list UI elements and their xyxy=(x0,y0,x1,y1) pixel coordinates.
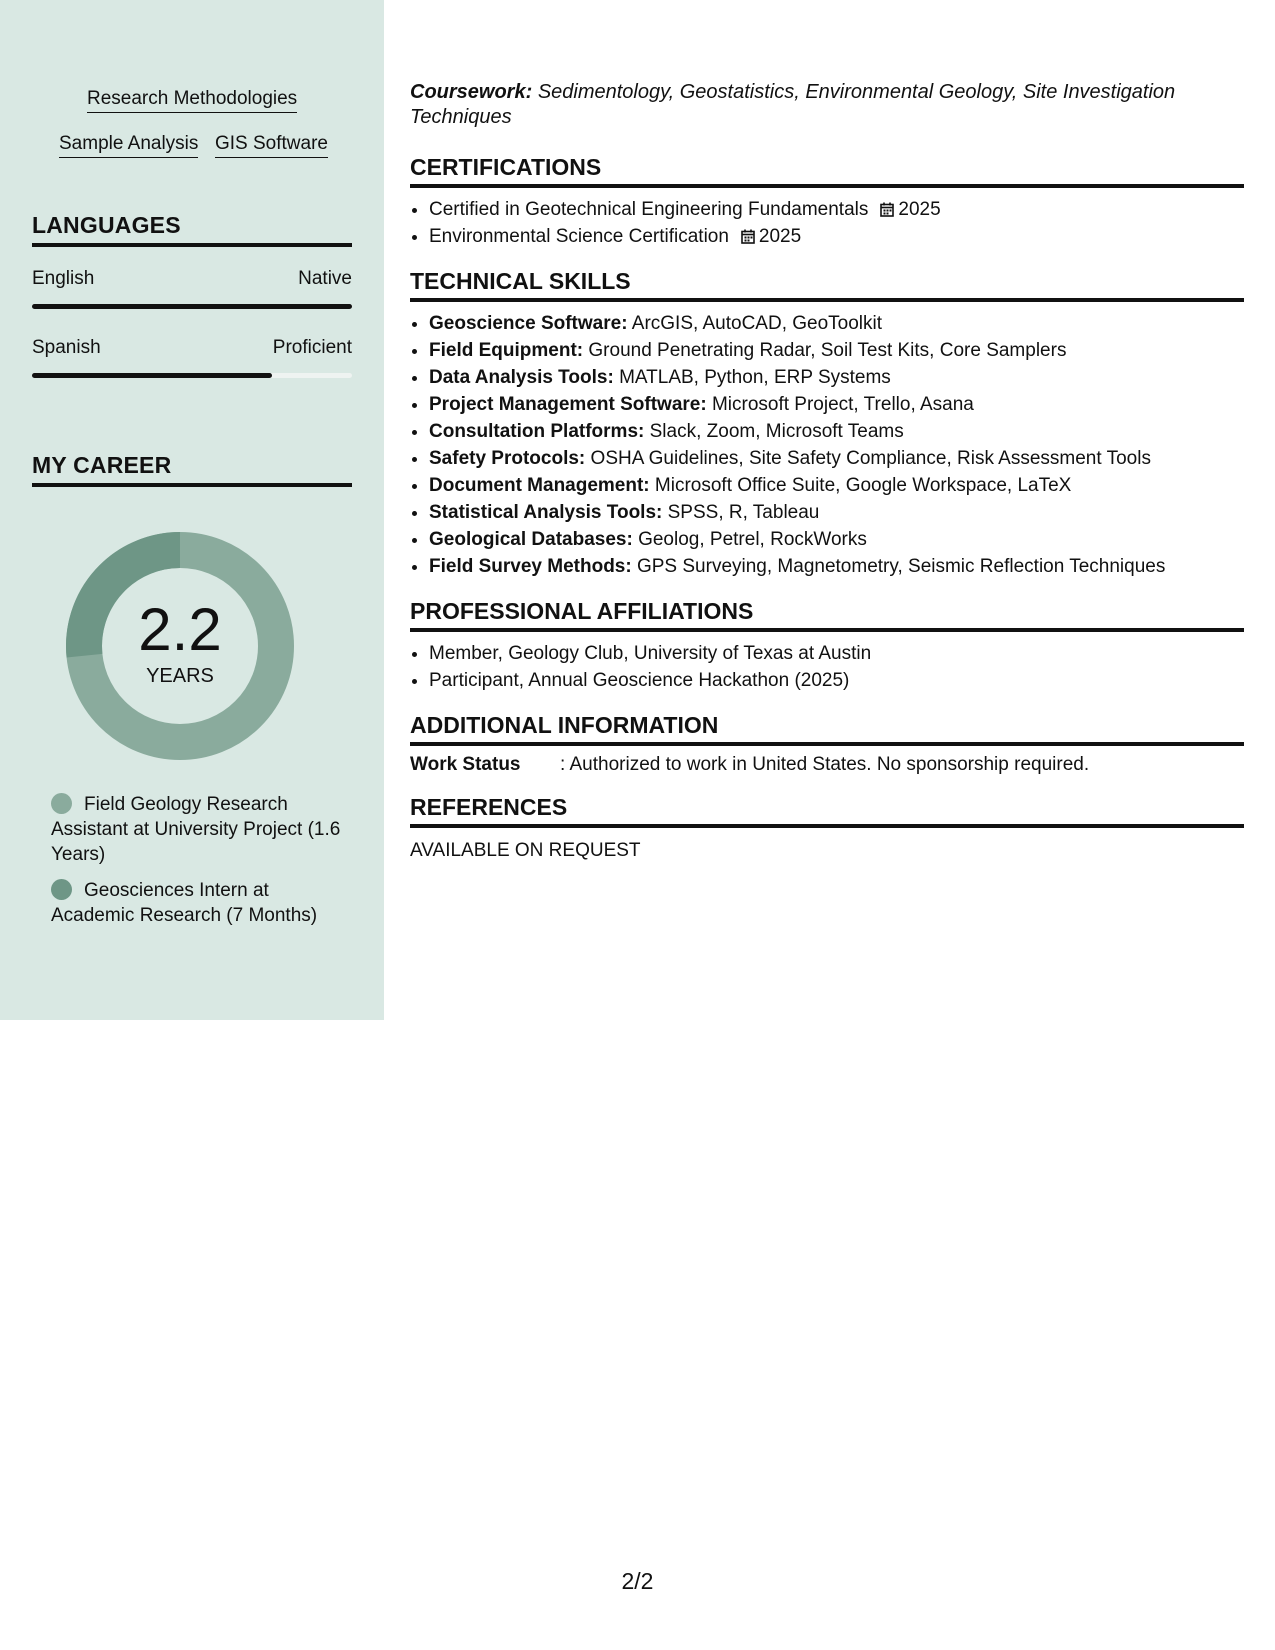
language-level: Proficient xyxy=(272,337,352,358)
career-legend-label: Field Geology Research Assistant at University Project (1.6 Years) xyxy=(51,794,341,865)
coursework-label: Coursework: xyxy=(410,81,533,103)
language-bar-fill xyxy=(32,304,352,309)
list-item xyxy=(429,526,1244,553)
list-item: • Member, Geology Club, University of Texas at Austin xyxy=(429,640,1244,667)
skill-category: Document Management: xyxy=(429,475,650,496)
skill-values: OSHA Guidelines, Site Safety Compliance, Risk Assessment Tools xyxy=(590,448,1151,469)
skill-category: Project Management Software: xyxy=(429,394,707,415)
certification-name: Environmental Science Certification xyxy=(429,226,729,247)
technical-skills-heading: TECHNICAL SKILLS xyxy=(410,268,1244,302)
certification-year: 2025 xyxy=(898,199,941,220)
sidebar xyxy=(0,0,384,1020)
certifications-list xyxy=(410,196,1244,250)
career-heading: MY CAREER xyxy=(32,452,352,487)
calendar-icon xyxy=(741,229,755,244)
list-item xyxy=(429,553,1244,580)
skill-values: Microsoft Office Suite, Google Workspace, LaTeX xyxy=(654,475,1072,496)
language-name: English xyxy=(32,268,95,289)
list-item xyxy=(429,337,1244,364)
skill-category: Field Equipment: xyxy=(429,340,584,361)
affiliations-heading: PROFESSIONAL AFFILIATIONS xyxy=(410,598,1244,632)
career-years-unit: YEARS xyxy=(146,665,214,687)
affiliations-list xyxy=(410,640,1244,694)
calendar-icon xyxy=(880,202,894,217)
list-item xyxy=(429,223,1244,250)
skill-category: Geoscience Software: xyxy=(429,313,628,334)
coursework xyxy=(410,80,1244,130)
language-bar-fill xyxy=(32,373,272,378)
skill-values: Microsoft Project, Trello, Asana xyxy=(711,394,974,415)
references-heading: REFERENCES xyxy=(410,794,1244,828)
skill-category: Consultation Platforms: xyxy=(429,421,645,442)
certification-year: 2025 xyxy=(758,226,802,247)
list-item xyxy=(429,310,1244,337)
career-legend-label: Geosciences Intern at Academic Research (7 Months) xyxy=(51,880,318,926)
career-total-years: 2.2 xyxy=(138,596,222,663)
page-number: 2/2 xyxy=(621,1568,654,1594)
additional-info-heading: ADDITIONAL INFORMATION xyxy=(410,712,1244,746)
work-status-value: : Authorized to work in United States. No sponsorship required. xyxy=(560,754,1090,775)
career-legend-item xyxy=(51,792,341,867)
list-item xyxy=(429,391,1244,418)
skill-values: Slack, Zoom, Microsoft Teams xyxy=(649,421,904,442)
language-name: Spanish xyxy=(32,337,101,358)
work-status-label: Work Status xyxy=(410,754,521,775)
list-item: • Participant, Annual Geoscience Hackathon (2025) xyxy=(429,667,1244,694)
skill-values: Ground Penetrating Radar, Soil Test Kits, Core Samplers xyxy=(588,340,1067,361)
language-level: Native xyxy=(298,268,352,289)
technical-skills-list xyxy=(410,310,1244,580)
skill-values: MATLAB, Python, ERP Systems xyxy=(619,367,891,388)
skill-values: Geolog, Petrel, RockWorks xyxy=(638,529,867,550)
skill-category: Data Analysis Tools: xyxy=(429,367,614,388)
coursework-text: Sedimentology, Geostatistics, Environmental Geology, Site Investigation Techniques xyxy=(410,81,1176,128)
skill-values: ArcGIS, AutoCAD, GeoToolkit xyxy=(631,313,883,334)
list-item xyxy=(429,364,1244,391)
skill-values: GPS Surveying, Magnetometry, Seismic Reflection Techniques xyxy=(636,556,1166,577)
certification-name: Certified in Geotechnical Engineering Fundamentals xyxy=(429,199,869,220)
skill-category: Field Survey Methods: xyxy=(429,556,632,577)
list-item xyxy=(429,472,1244,499)
languages-heading: LANGUAGES xyxy=(32,212,352,247)
skill-category: Safety Protocols: xyxy=(429,448,586,469)
skill-tag: Research Methodologies xyxy=(87,88,297,113)
language-bar xyxy=(32,373,352,378)
list-item xyxy=(429,499,1244,526)
skill-category: Statistical Analysis Tools: xyxy=(429,502,663,523)
skill-values: SPSS, R, Tableau xyxy=(667,502,820,523)
list-item xyxy=(429,418,1244,445)
skill-category: Geological Databases: xyxy=(429,529,633,550)
work-status-row xyxy=(410,754,1244,776)
references-text: AVAILABLE ON REQUEST xyxy=(410,840,641,861)
legend-dot xyxy=(51,793,72,814)
certifications-heading: CERTIFICATIONS xyxy=(410,154,1244,188)
career-legend-item xyxy=(51,878,341,928)
legend-dot xyxy=(51,879,72,900)
skill-tag: Sample Analysis xyxy=(59,133,198,158)
skill-tag: GIS Software xyxy=(215,133,328,158)
list-item xyxy=(429,196,1244,223)
main-content xyxy=(410,80,1244,862)
language-bar xyxy=(32,304,352,309)
list-item xyxy=(429,445,1244,472)
